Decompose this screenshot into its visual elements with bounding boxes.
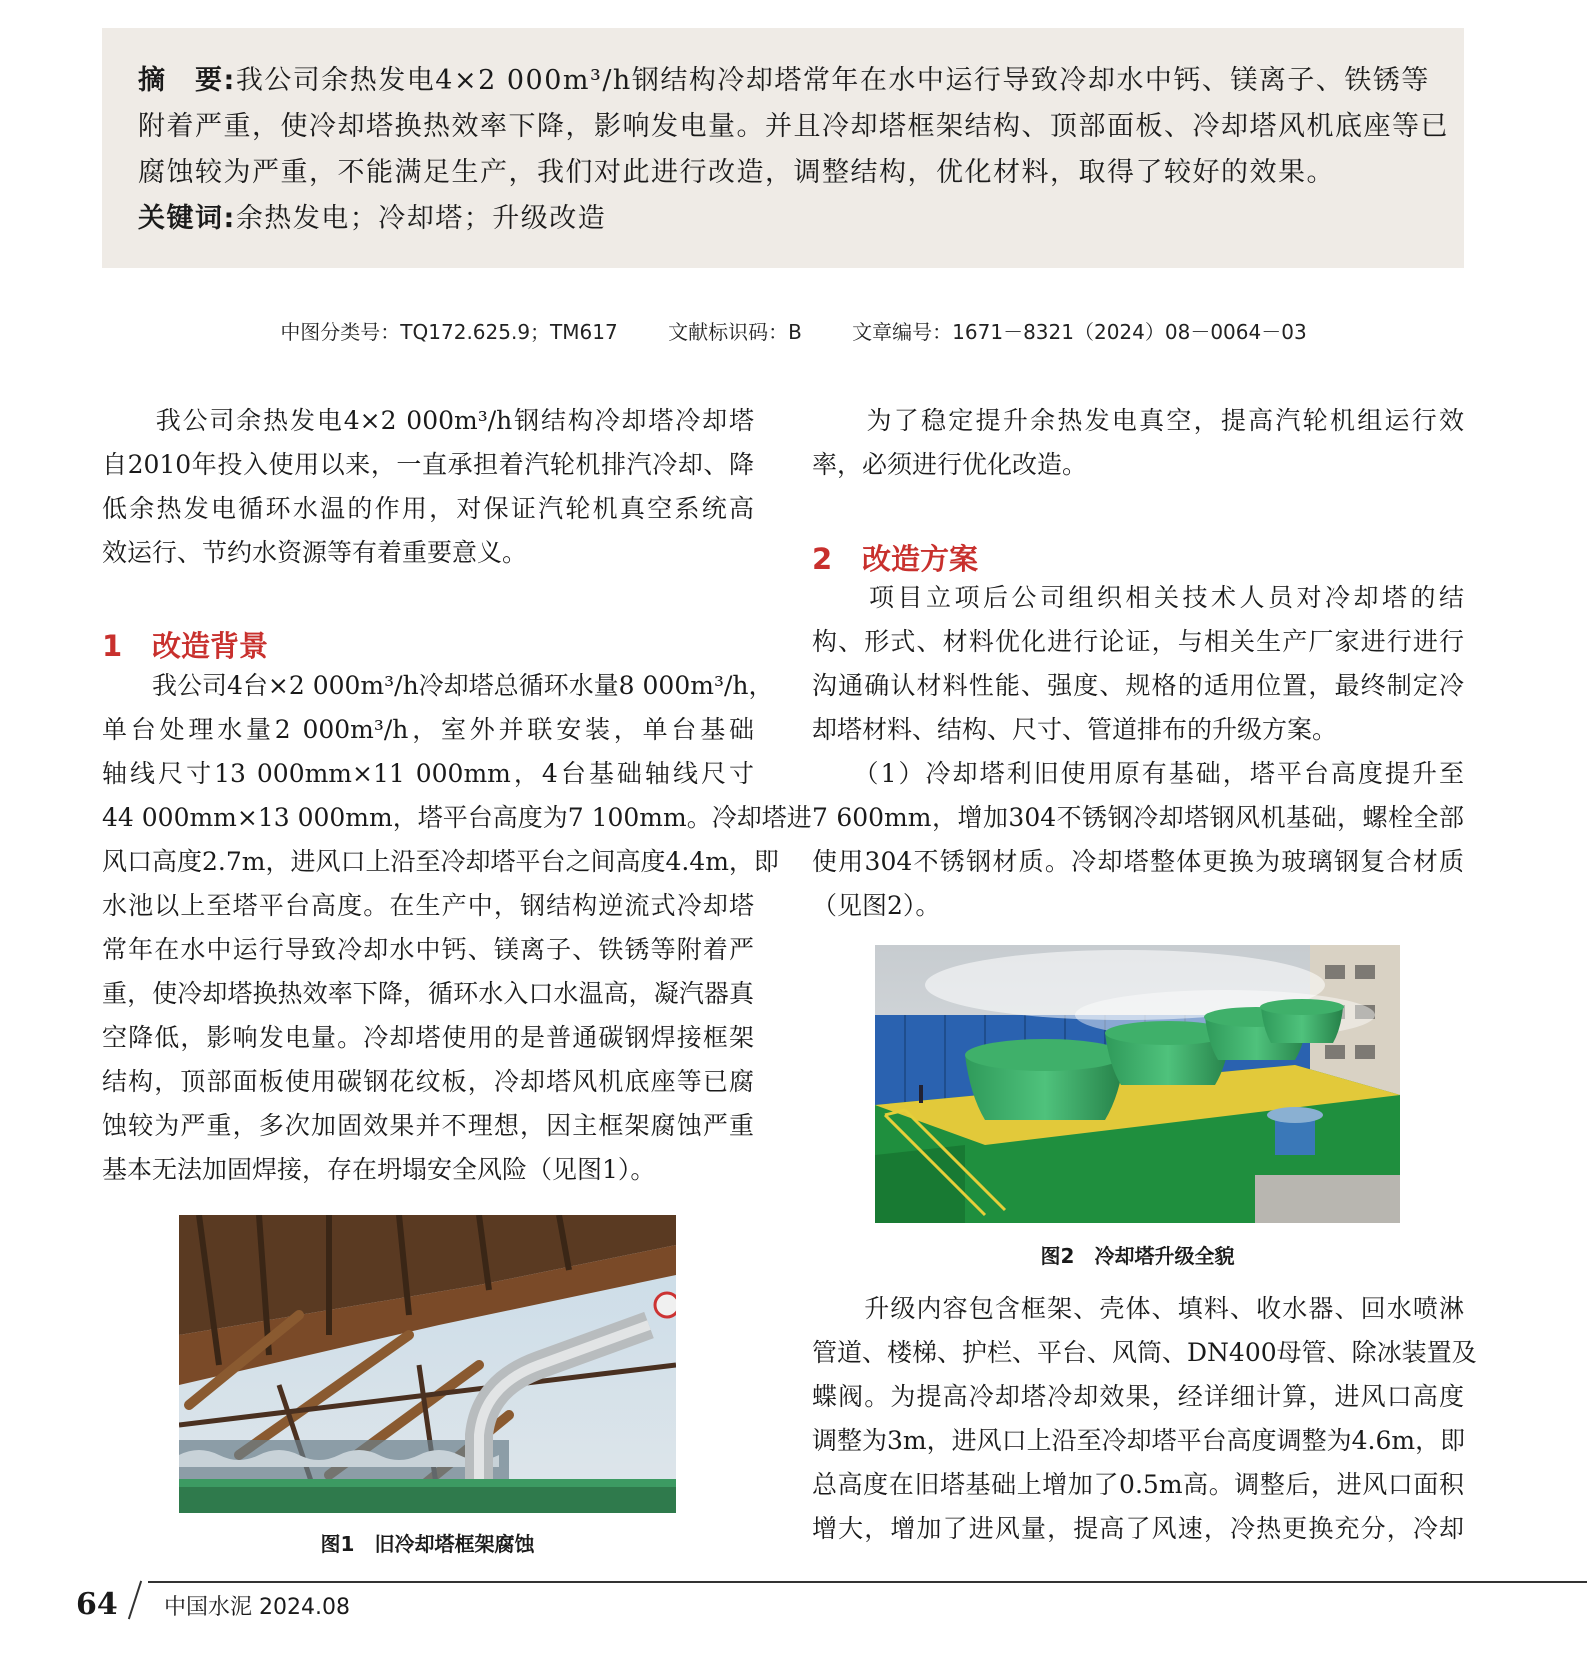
text-line: 单台处理水量2 000m³/h，室外并联安装，单台基础 [102, 715, 754, 744]
text-line: 低余热发电循环水温的作用，对保证汽轮机真空系统高 [102, 494, 754, 523]
text-line: 我公司4台×2 000m³/h冷却塔总循环水量8 000m³/h， [102, 671, 774, 700]
text-line: 为了稳定提升余热发电真空，提高汽轮机组运行效 [812, 406, 1464, 435]
abstract-label: 摘 要: [138, 65, 236, 96]
text-line: 增大，增加了进风量，提高了风速，冷热更换充分，冷却 [812, 1514, 1464, 1543]
text-line: 项目立项后公司组织相关技术人员对冷却塔的结 [812, 583, 1464, 612]
left-intro [102, 399, 754, 575]
figure-1-image [179, 1215, 676, 1513]
clc-code: 中图分类号：TQ172.625.9；TM617 [280, 320, 618, 344]
article-number: 文章编号：1671－8321（2024）08－0064－03 [852, 320, 1307, 344]
abstract-line-3: 腐蚀较为严重，不能满足生产，我们对此进行改造，调整结构，优化材料，取得了较好的效果。 [138, 157, 1335, 188]
text-line: 调整为3m，进风口上沿至冷却塔平台高度调整为4.6m，即 [812, 1426, 1466, 1455]
text-line: 总高度在旧塔基础上增加了0.5m高。调整后，进风口面积 [812, 1470, 1464, 1499]
figure-1-caption: 图1 旧冷却塔框架腐蚀 [320, 1532, 535, 1556]
section-2-heading [812, 537, 978, 578]
right-intro [812, 399, 1464, 487]
text-line: 构、形式、材料优化进行论证，与相关生产厂家进行进行 [812, 627, 1464, 656]
text-line: 轴线尺寸13 000mm×11 000mm，4台基础轴线尺寸 [102, 759, 754, 788]
text-line: （见图2）。 [812, 891, 941, 920]
corroded-frame-photo [179, 1215, 676, 1513]
text-line: 升级内容包含框架、壳体、填料、收水器、回水喷淋 [812, 1294, 1464, 1323]
section-number: 1 [102, 629, 123, 663]
text-line: 蚀较为严重，多次加固效果并不理想，因主框架腐蚀严重 [102, 1111, 754, 1140]
text-line: 沟通确认材料性能、强度、规格的适用位置，最终制定冷 [812, 671, 1464, 700]
text-line: 效运行、节约水资源等有着重要意义。 [102, 538, 528, 567]
keywords-label: 关键词: [138, 203, 236, 234]
figure-2-image [875, 945, 1400, 1223]
footer-slash [128, 1581, 142, 1620]
abstract-line-1 [138, 58, 1428, 104]
text-line: 自2010年投入使用以来，一直承担着汽轮机排汽冷却、降 [102, 450, 754, 479]
keywords-text: 余热发电；冷却塔；升级改造 [235, 203, 607, 234]
section-1-body [102, 664, 812, 1192]
upgraded-tower-photo [875, 945, 1400, 1223]
page-number: 64 [76, 1587, 118, 1622]
section-2-body [812, 576, 1464, 928]
section-1-heading [102, 624, 268, 665]
keywords-line [138, 196, 1428, 242]
text-line: 基本无法加固焊接，存在坍塌安全风险（见图1）。 [102, 1155, 656, 1184]
text-line: 重，使冷却塔换热效率下降，循环水入口水温高，凝汽器真 [102, 979, 754, 1008]
text-line: 蝶阀。为提高冷却塔冷却效果，经详细计算，进风口高度 [812, 1382, 1464, 1411]
section-title: 改造背景 [152, 629, 269, 663]
doc-code: 文献标识码：B [668, 320, 802, 344]
section-number: 2 [812, 542, 833, 576]
journal-name: 中国水泥 2024.08 [164, 1595, 350, 1620]
section-title: 改造方案 [862, 542, 979, 576]
text-line: （1）冷却塔利旧使用原有基础，塔平台高度提升至 [812, 759, 1464, 788]
text-line: 使用304不锈钢材质。冷却塔整体更换为玻璃钢复合材质 [812, 847, 1464, 876]
text-line: 结构，顶部面板使用碳钢花纹板，冷却塔风机底座等已腐 [102, 1067, 754, 1096]
figure-2-caption: 图2 冷却塔升级全貌 [1040, 1244, 1235, 1268]
text-line: 我公司余热发电4×2 000m³/h钢结构冷却塔冷却塔 [102, 406, 754, 435]
text-line: 风口高度2.7m，进风口上沿至冷却塔平台之间高度4.4m，即 [102, 847, 779, 876]
text-line: 率，必须进行优化改造。 [812, 450, 1088, 479]
footer-rule [148, 1581, 1587, 1583]
text-line: 空降低，影响发电量。冷却塔使用的是普通碳钢焊接框架 [102, 1023, 754, 1052]
text-line: 管道、楼梯、护栏、平台、风筒、DN400母管、除冰装置及 [812, 1338, 1477, 1367]
text-line: 7 600mm，增加304不锈钢冷却塔钢风机基础，螺栓全部 [812, 803, 1464, 832]
text-line: 44 000mm×13 000mm，塔平台高度为7 100mm。冷却塔进 [102, 803, 812, 832]
section-2-continued [812, 1287, 1477, 1551]
text-line: 水池以上至塔平台高度。在生产中，钢结构逆流式冷却塔 [102, 891, 754, 920]
abstract-box [102, 28, 1464, 268]
abstract-text-1: 我公司余热发电4×2 000m³/h钢结构冷却塔常年在水中运行导致冷却水中钙、镁离子、铁锈等 [235, 65, 1430, 96]
text-line: 却塔材料、结构、尺寸、管道排布的升级方案。 [812, 715, 1338, 744]
text-line: 常年在水中运行导致冷却水中钙、镁离子、铁锈等附着严 [102, 935, 754, 964]
classification-line [0, 316, 1587, 345]
abstract-line-2: 附着严重，使冷却塔换热效率下降，影响发电量。并且冷却塔框架结构、顶部面板、冷却塔风机底座等已 [138, 111, 1449, 142]
